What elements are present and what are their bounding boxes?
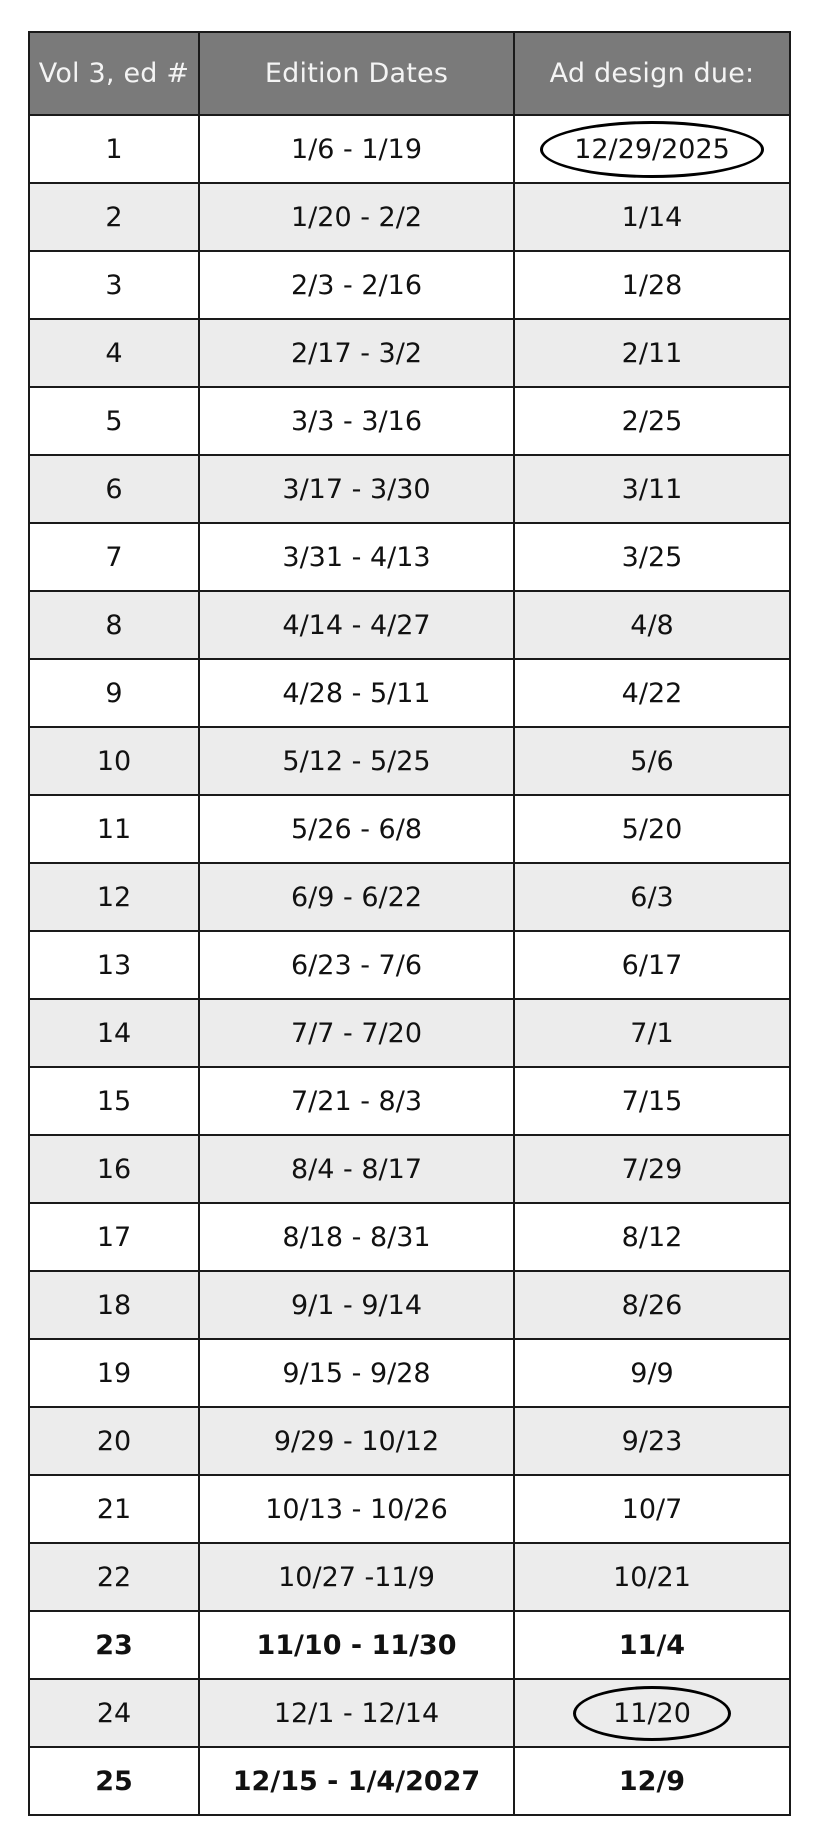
ad-design-due-wrapper — [574, 134, 730, 165]
ad-design-due-text: 6/17 — [621, 949, 683, 981]
edition-number-cell: 16 — [29, 1135, 199, 1203]
ad-design-due-text: 7/29 — [621, 1153, 683, 1185]
edition-dates-cell: 7/7 - 7/20 — [199, 999, 514, 1067]
ad-design-due-cell — [514, 115, 790, 183]
ad-design-due-text: 1/14 — [621, 201, 683, 233]
ad-design-due-cell — [514, 591, 790, 659]
table-row — [29, 1679, 790, 1747]
edition-dates-cell: 8/4 - 8/17 — [199, 1135, 514, 1203]
edition-dates-cell: 10/27 -11/9 — [199, 1543, 514, 1611]
edition-number-cell: 1 — [29, 115, 199, 183]
edition-number-cell: 20 — [29, 1407, 199, 1475]
ad-design-due-cell — [514, 319, 790, 387]
ad-design-due-wrapper — [613, 1698, 691, 1729]
ad-design-due-wrapper — [622, 950, 683, 981]
ad-design-due-cell — [514, 863, 790, 931]
edition-dates-cell: 9/29 - 10/12 — [199, 1407, 514, 1475]
ad-design-due-cell — [514, 1271, 790, 1339]
ad-design-due-wrapper — [622, 1290, 683, 1321]
edition-number-cell: 10 — [29, 727, 199, 795]
edition-number-cell: 25 — [29, 1747, 199, 1815]
ad-design-due-wrapper — [622, 270, 683, 301]
ad-design-due-wrapper — [622, 338, 683, 369]
ad-design-due-cell — [514, 183, 790, 251]
ad-design-due-text: 5/20 — [621, 813, 683, 845]
ad-design-due-cell — [514, 1203, 790, 1271]
edition-dates-cell: 9/1 - 9/14 — [199, 1271, 514, 1339]
table-row — [29, 1135, 790, 1203]
ad-design-due-text: 3/25 — [621, 541, 683, 573]
ad-design-due-wrapper — [619, 1630, 685, 1661]
table-body — [29, 115, 790, 1815]
ad-design-due-wrapper — [622, 1222, 683, 1253]
ad-design-due-text: 2/11 — [621, 337, 683, 369]
ad-design-due-text: 9/23 — [621, 1425, 683, 1457]
ad-design-due-cell — [514, 523, 790, 591]
table-row — [29, 387, 790, 455]
edition-dates-cell: 8/18 - 8/31 — [199, 1203, 514, 1271]
ad-design-due-text: 12/29/2025 — [574, 133, 730, 165]
table-row — [29, 1271, 790, 1339]
ad-design-due-cell — [514, 999, 790, 1067]
table-row — [29, 591, 790, 659]
ad-design-due-cell — [514, 1339, 790, 1407]
ad-design-due-wrapper — [630, 610, 673, 641]
ad-design-due-text: 12/9 — [618, 1765, 686, 1797]
ad-design-due-cell — [514, 387, 790, 455]
edition-number-cell: 14 — [29, 999, 199, 1067]
edition-number-cell: 24 — [29, 1679, 199, 1747]
edition-dates-cell: 4/14 - 4/27 — [199, 591, 514, 659]
edition-dates-cell: 5/26 - 6/8 — [199, 795, 514, 863]
edition-dates-cell: 3/31 - 4/13 — [199, 523, 514, 591]
table-row — [29, 523, 790, 591]
edition-number-cell: 2 — [29, 183, 199, 251]
edition-dates-cell: 12/15 - 1/4/2027 — [199, 1747, 514, 1815]
header-edition-dates: Edition Dates — [199, 32, 514, 115]
ad-design-due-cell — [514, 1135, 790, 1203]
ad-design-due-text: 1/28 — [621, 269, 683, 301]
edition-dates-cell: 7/21 - 8/3 — [199, 1067, 514, 1135]
ad-design-due-text: 6/3 — [630, 881, 674, 913]
ad-design-due-wrapper — [622, 474, 683, 505]
table-row — [29, 455, 790, 523]
table-row — [29, 183, 790, 251]
ad-design-due-cell — [514, 1611, 790, 1679]
ad-design-due-cell — [514, 659, 790, 727]
ad-design-due-wrapper — [630, 1358, 673, 1389]
edition-number-cell: 19 — [29, 1339, 199, 1407]
ad-design-due-cell — [514, 1475, 790, 1543]
ad-design-due-wrapper — [630, 746, 673, 777]
edition-dates-cell: 6/9 - 6/22 — [199, 863, 514, 931]
table-row — [29, 319, 790, 387]
ad-design-due-cell — [514, 1067, 790, 1135]
ad-design-due-text: 11/20 — [613, 1697, 691, 1729]
edition-number-cell: 22 — [29, 1543, 199, 1611]
ad-design-due-text: 8/26 — [621, 1289, 683, 1321]
edition-dates-cell: 1/20 - 2/2 — [199, 183, 514, 251]
edition-dates-cell: 4/28 - 5/11 — [199, 659, 514, 727]
ad-design-due-cell — [514, 251, 790, 319]
table-row — [29, 115, 790, 183]
ad-design-due-cell — [514, 1747, 790, 1815]
edition-number-cell: 3 — [29, 251, 199, 319]
ad-design-due-text: 7/1 — [630, 1017, 674, 1049]
ad-design-due-cell — [514, 1679, 790, 1747]
edition-dates-cell: 6/23 - 7/6 — [199, 931, 514, 999]
ad-design-due-wrapper — [622, 1494, 683, 1525]
table-row — [29, 1203, 790, 1271]
edition-number-cell: 4 — [29, 319, 199, 387]
edition-dates-cell: 3/3 - 3/16 — [199, 387, 514, 455]
table-row — [29, 1611, 790, 1679]
ad-design-due-text: 9/9 — [630, 1357, 674, 1389]
ad-design-due-text: 10/7 — [621, 1493, 683, 1525]
ad-design-due-wrapper — [622, 1154, 683, 1185]
ad-design-due-wrapper — [622, 202, 683, 233]
table-row — [29, 1475, 790, 1543]
table-row — [29, 727, 790, 795]
edition-number-cell: 9 — [29, 659, 199, 727]
edition-dates-cell: 2/3 - 2/16 — [199, 251, 514, 319]
ad-design-due-cell — [514, 795, 790, 863]
table-header-row — [29, 32, 790, 115]
table-row — [29, 251, 790, 319]
header-ad-design-due: Ad design due: — [514, 32, 790, 115]
table-row — [29, 863, 790, 931]
table-row — [29, 1067, 790, 1135]
ad-design-due-text: 2/25 — [621, 405, 683, 437]
edition-dates-cell: 5/12 - 5/25 — [199, 727, 514, 795]
ad-design-due-cell — [514, 455, 790, 523]
edition-schedule-table — [28, 31, 791, 1816]
ad-design-due-cell — [514, 1407, 790, 1475]
edition-number-cell: 8 — [29, 591, 199, 659]
table-row — [29, 1747, 790, 1815]
edition-number-cell: 5 — [29, 387, 199, 455]
edition-dates-cell: 2/17 - 3/2 — [199, 319, 514, 387]
edition-dates-cell: 11/10 - 11/30 — [199, 1611, 514, 1679]
edition-dates-cell: 12/1 - 12/14 — [199, 1679, 514, 1747]
table-row — [29, 1543, 790, 1611]
ad-design-due-wrapper — [622, 814, 683, 845]
edition-dates-cell: 10/13 - 10/26 — [199, 1475, 514, 1543]
ad-design-due-wrapper — [619, 1766, 685, 1797]
table-row — [29, 931, 790, 999]
ad-design-due-text: 5/6 — [630, 745, 674, 777]
table-row — [29, 795, 790, 863]
ad-design-due-text: 4/8 — [630, 609, 674, 641]
ad-design-due-wrapper — [622, 1086, 683, 1117]
ad-design-due-wrapper — [613, 1562, 691, 1593]
ad-design-due-text: 7/15 — [621, 1085, 683, 1117]
edition-number-cell: 12 — [29, 863, 199, 931]
edition-dates-cell: 1/6 - 1/19 — [199, 115, 514, 183]
table-row — [29, 1407, 790, 1475]
edition-number-cell: 15 — [29, 1067, 199, 1135]
edition-number-cell: 6 — [29, 455, 199, 523]
ad-design-due-text: 11/4 — [618, 1629, 686, 1661]
ad-design-due-cell — [514, 1543, 790, 1611]
ad-design-due-text: 3/11 — [621, 473, 683, 505]
ad-design-due-text: 4/22 — [621, 677, 683, 709]
edition-number-cell: 7 — [29, 523, 199, 591]
ad-design-due-wrapper — [622, 542, 683, 573]
ad-design-due-wrapper — [622, 678, 683, 709]
edition-number-cell: 13 — [29, 931, 199, 999]
ad-design-due-text: 8/12 — [621, 1221, 683, 1253]
edition-number-cell: 17 — [29, 1203, 199, 1271]
edition-dates-cell: 3/17 - 3/30 — [199, 455, 514, 523]
ad-design-due-wrapper — [622, 1426, 683, 1457]
edition-number-cell: 21 — [29, 1475, 199, 1543]
header-edition-number: Vol 3, ed # — [29, 32, 199, 115]
ad-design-due-wrapper — [622, 406, 683, 437]
ad-design-due-wrapper — [630, 882, 673, 913]
edition-number-cell: 18 — [29, 1271, 199, 1339]
edition-dates-cell: 9/15 - 9/28 — [199, 1339, 514, 1407]
edition-number-cell: 11 — [29, 795, 199, 863]
ad-design-due-wrapper — [630, 1018, 673, 1049]
ad-design-due-cell — [514, 931, 790, 999]
table-row — [29, 1339, 790, 1407]
table-row — [29, 999, 790, 1067]
table-row — [29, 659, 790, 727]
ad-design-due-cell — [514, 727, 790, 795]
ad-design-due-text: 10/21 — [613, 1561, 691, 1593]
edition-number-cell: 23 — [29, 1611, 199, 1679]
